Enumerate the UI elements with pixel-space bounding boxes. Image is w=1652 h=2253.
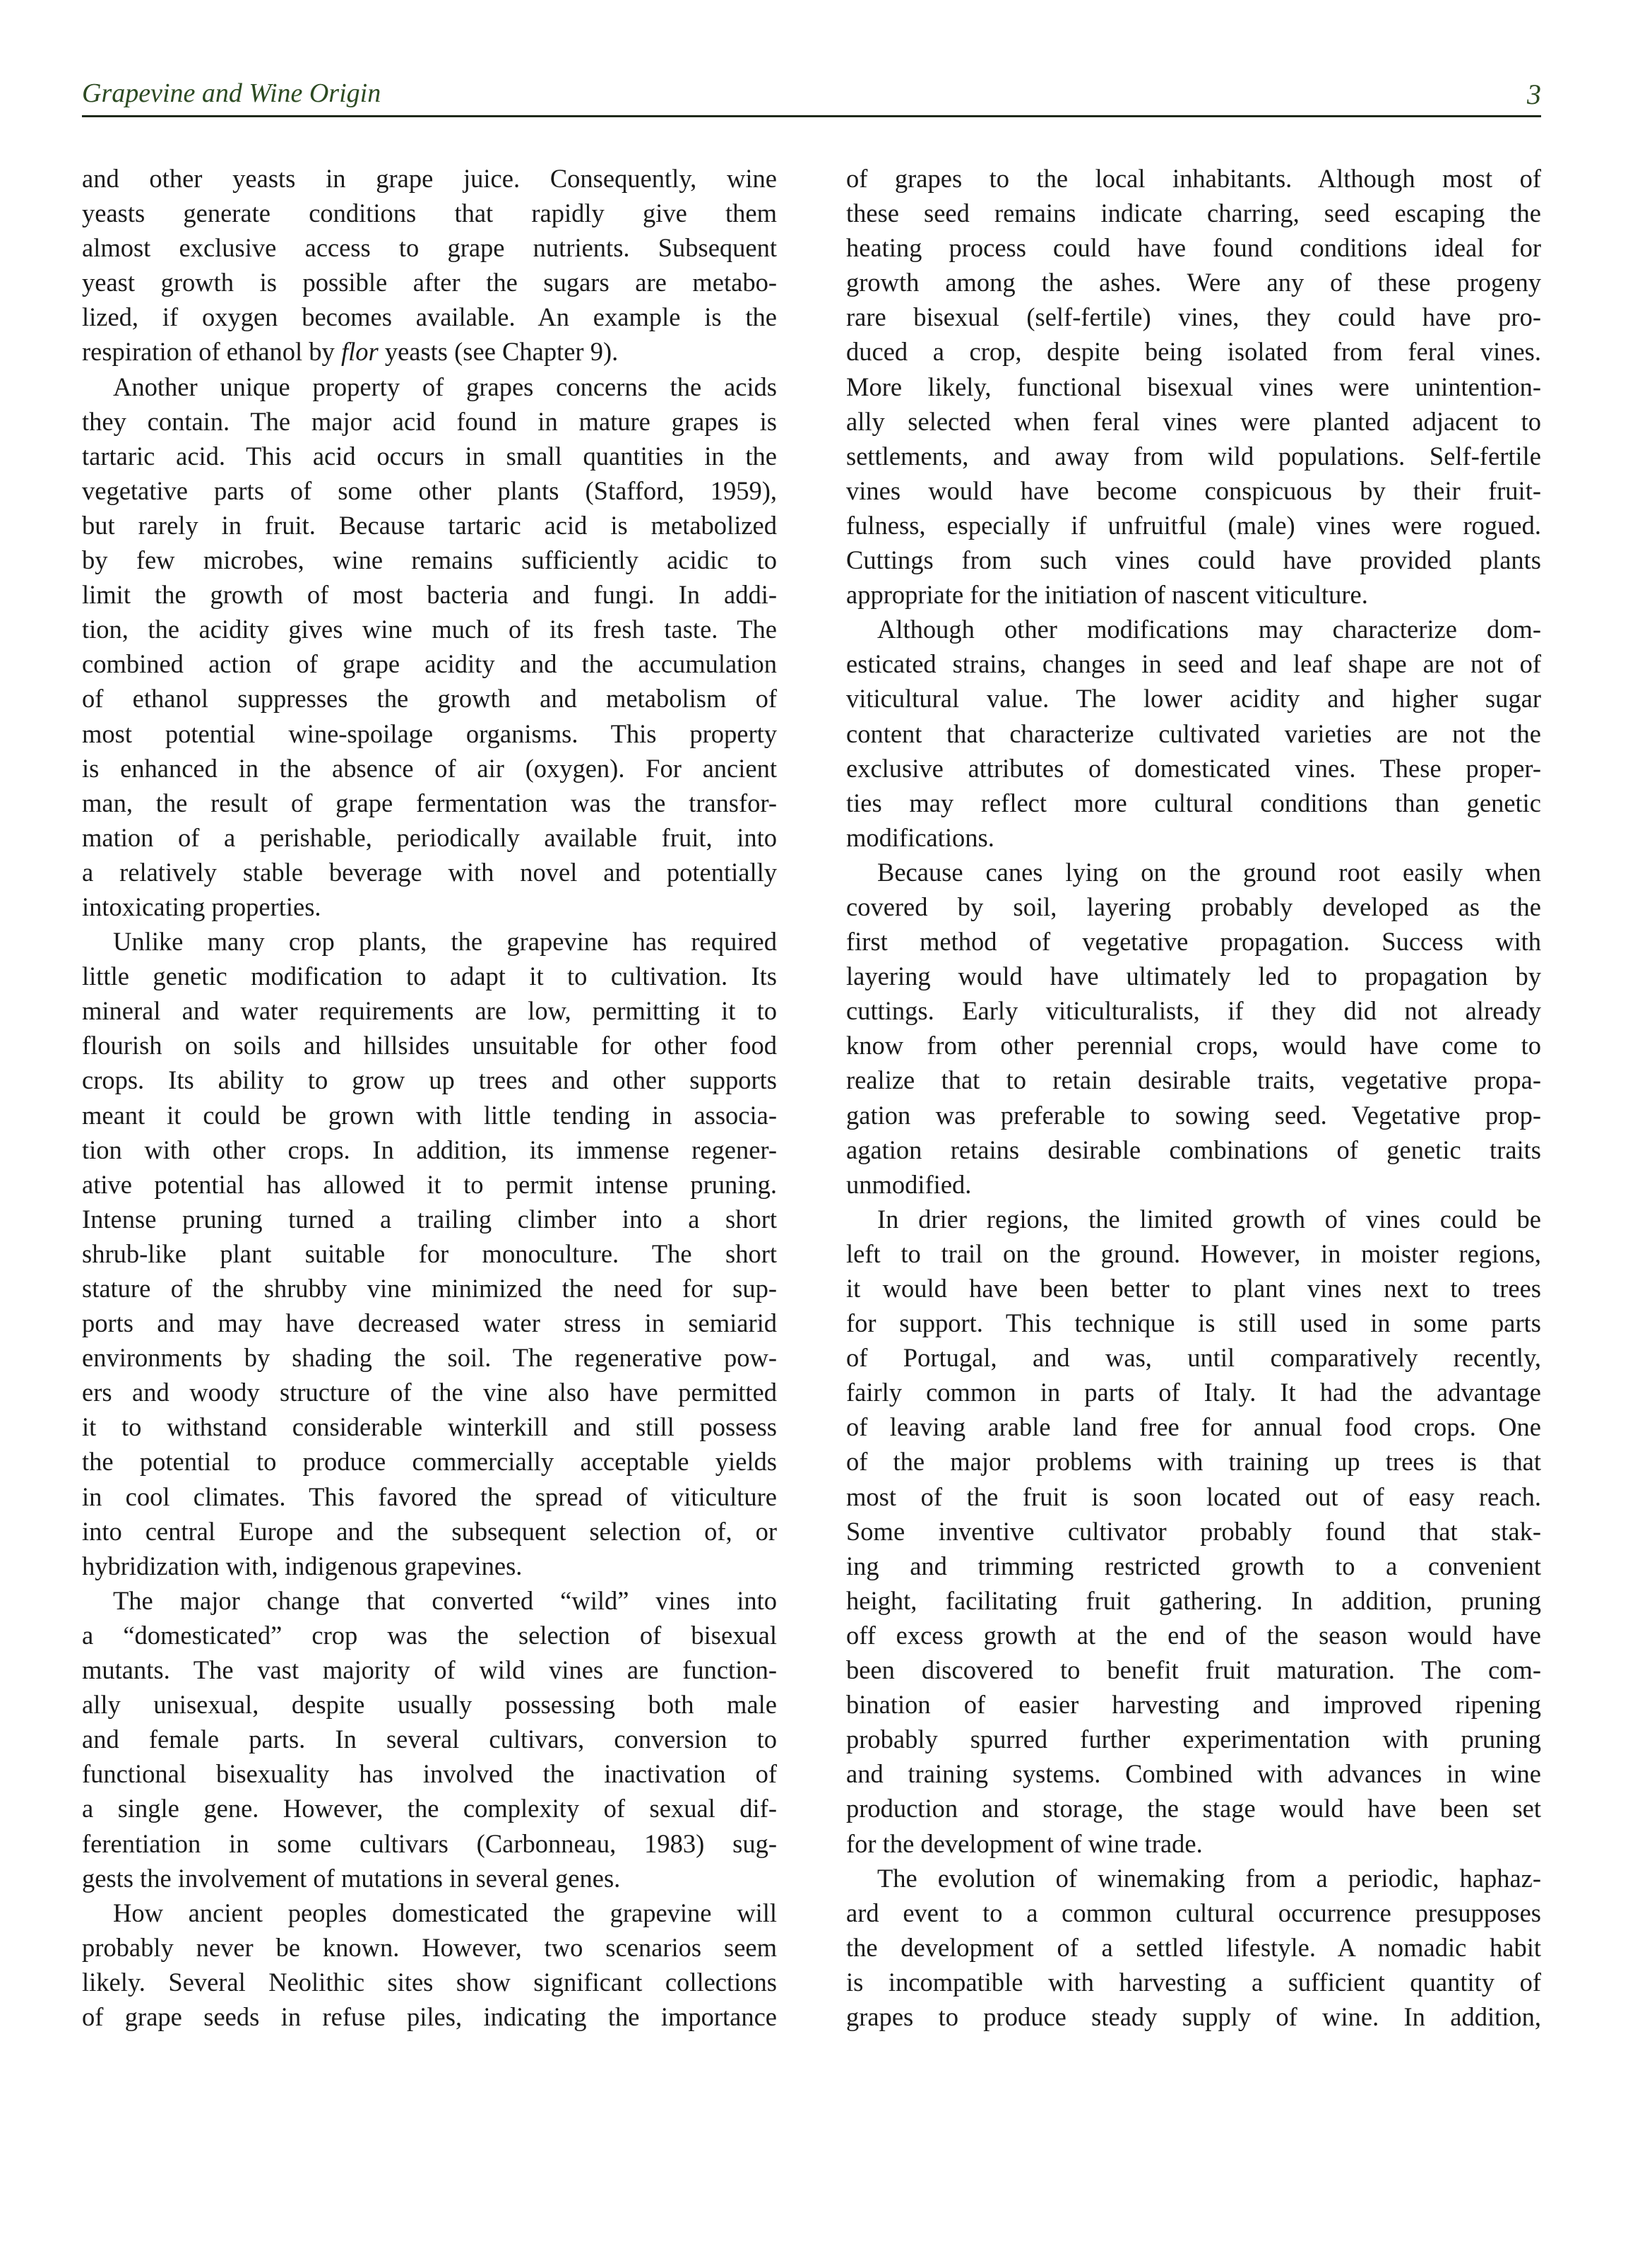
text-line: vegetative parts of some other plants (Stafford, 1959), bbox=[82, 475, 777, 505]
text-line: appropriate for the initiation of nascent viticulture. bbox=[846, 580, 1368, 610]
text-line: In drier regions, the limited growth of vines could be bbox=[877, 1204, 1541, 1234]
text-line: production and storage, the stage would have been set bbox=[846, 1794, 1541, 1823]
text-line: in cool climates. This favored the spread of viticulture bbox=[82, 1482, 777, 1511]
text-line: these seed remains indicate charring, seed escaping the bbox=[846, 199, 1541, 228]
text-line: mation of a perishable, periodically available fruit, into bbox=[82, 822, 777, 852]
paragraph bbox=[82, 1583, 777, 1896]
text-line: lized, if oxygen becomes available. An example is the bbox=[82, 302, 777, 332]
text-line: bination of easier harvesting and improved ripening bbox=[846, 1690, 1541, 1720]
text-line: man, the result of grape fermentation was the transfor- bbox=[82, 788, 777, 817]
text-line: ers and woody structure of the vine also have permitted bbox=[82, 1378, 777, 1407]
text-line: gests the involvement of mutations in several genes. bbox=[82, 1863, 621, 1893]
text-line: exclusive attributes of domesticated vines. These proper- bbox=[846, 753, 1541, 783]
text-line: of ethanol suppresses the growth and metabolism of bbox=[82, 684, 777, 714]
text-line: and other yeasts in grape juice. Consequently, wine bbox=[82, 164, 777, 193]
text-line: Another unique property of grapes concerns the acids bbox=[113, 372, 777, 401]
text-line: probably spurred further experimentation with pruning bbox=[846, 1725, 1541, 1754]
text-line: mutants. The vast majority of wild vines are function- bbox=[82, 1655, 777, 1685]
text-line: but rarely in fruit. Because tartaric acid is metabolized bbox=[82, 510, 777, 540]
text-line: fulness, especially if unfruitful (male) vines were rogued. bbox=[846, 510, 1541, 540]
text-line: crops. Its ability to grow up trees and other supports bbox=[82, 1065, 777, 1095]
text-line: Because canes lying on the ground root easily when bbox=[877, 857, 1541, 887]
text-line: know from other perennial crops, would have come to bbox=[846, 1031, 1541, 1060]
text-line: The evolution of winemaking from a periodic, haphaz- bbox=[877, 1863, 1541, 1893]
text-line: shrub-like plant suitable for monoculture. The short bbox=[82, 1238, 777, 1268]
text-line: unmodified. bbox=[846, 1169, 972, 1199]
text-line: of grape seeds in refuse piles, indicating the importance bbox=[82, 2001, 777, 2031]
text-line: they contain. The major acid found in mature grapes is bbox=[82, 406, 777, 436]
text-line: a “domesticated” crop was the selection of bisexual bbox=[82, 1620, 777, 1650]
text-line: is incompatible with harvesting a sufficient quantity of bbox=[846, 1967, 1541, 1997]
header-rule bbox=[82, 115, 1541, 117]
text-line: meant it could be grown with little tending in associa- bbox=[82, 1100, 777, 1130]
text-line: likely. Several Neolithic sites show significant collections bbox=[82, 1967, 777, 1997]
text-line: ferentiation in some cultivars (Carbonneau, 1983) sug- bbox=[82, 1828, 777, 1858]
text-line: for support. This technique is still used in some parts bbox=[846, 1308, 1541, 1338]
text-line: Although other modifications may characterize dom- bbox=[877, 615, 1541, 644]
text-line: is enhanced in the absence of air (oxygen). For ancient bbox=[82, 753, 777, 783]
text-line: yeast growth is possible after the sugars are metabo- bbox=[82, 268, 777, 297]
text-line: modifications. bbox=[846, 822, 994, 852]
paragraph bbox=[82, 369, 777, 925]
text-line: esticated strains, changes in seed and leaf shape are not of bbox=[846, 649, 1541, 679]
text-line: left to trail on the ground. However, in moister regions, bbox=[846, 1238, 1541, 1268]
text-line: height, facilitating fruit gathering. In addition, pruning bbox=[846, 1585, 1541, 1615]
text-line: vines would have become conspicuous by their fruit- bbox=[846, 475, 1541, 505]
text-line: heating process could have found conditions ideal for bbox=[846, 233, 1541, 263]
text-line: it would have been better to plant vines next to trees bbox=[846, 1274, 1541, 1303]
text-line: first method of vegetative propagation. Success with bbox=[846, 927, 1541, 957]
paragraph bbox=[846, 1861, 1541, 2034]
text-line: the potential to produce commercially acceptable yields bbox=[82, 1447, 777, 1477]
text-line: stature of the shrubby vine minimized the need for sup- bbox=[82, 1274, 777, 1303]
text-line: ports and may have decreased water stress in semiarid bbox=[82, 1308, 777, 1338]
text-line: yeasts generate conditions that rapidly give them bbox=[82, 199, 777, 228]
text-line: most potential wine-spoilage organisms. This property bbox=[82, 719, 777, 748]
text-line: and female parts. In several cultivars, conversion to bbox=[82, 1725, 777, 1754]
text-line: ative potential has allowed it to permit intense pruning. bbox=[82, 1169, 777, 1199]
text-line: a relatively stable beverage with novel and potentially bbox=[82, 857, 777, 887]
text-line: into central Europe and the subsequent selection of, or bbox=[82, 1516, 777, 1546]
text-line: grapes to produce steady supply of wine. In addition, bbox=[846, 2001, 1541, 2031]
paragraph bbox=[82, 161, 777, 369]
text-line: realize that to retain desirable traits, vegetative propa- bbox=[846, 1065, 1541, 1095]
text-line: of the major problems with training up trees is that bbox=[846, 1447, 1541, 1477]
text-line: ties may reflect more cultural conditions than genetic bbox=[846, 788, 1541, 817]
running-title: Grapevine and Wine Origin bbox=[82, 78, 381, 108]
text-line: ing and trimming restricted growth to a convenient bbox=[846, 1551, 1541, 1580]
text-line: tion with other crops. In addition, its immense regener- bbox=[82, 1135, 777, 1164]
text-line: How ancient peoples domesticated the grapevine will bbox=[113, 1898, 777, 1927]
text-line: environments by shading the soil. The regenerative pow- bbox=[82, 1343, 777, 1373]
text-line: cuttings. Early viticulturalists, if they did not already bbox=[846, 996, 1541, 1026]
text-line: tion, the acidity gives wine much of its fresh taste. The bbox=[82, 615, 777, 644]
italic-term: flor bbox=[340, 337, 379, 367]
text-line: flourish on soils and hillsides unsuitable for other food bbox=[82, 1031, 777, 1060]
text-line: of leaving arable land free for annual food crops. One bbox=[846, 1412, 1541, 1442]
text-line: layering would have ultimately led to propagation by bbox=[846, 962, 1541, 991]
running-header bbox=[82, 76, 1541, 116]
text-column-left bbox=[82, 161, 777, 2034]
text-line: agation retains desirable combinations of genetic traits bbox=[846, 1135, 1541, 1164]
text-line: probably never be known. However, two scenarios seem bbox=[82, 1932, 777, 1962]
paragraph bbox=[846, 1202, 1541, 1861]
text-line: ard event to a common cultural occurrence presupposes bbox=[846, 1898, 1541, 1927]
text-line: rare bisexual (self-fertile) vines, they could have pro- bbox=[846, 302, 1541, 332]
text-line: duced a crop, despite being isolated from feral vines. bbox=[846, 337, 1541, 367]
text-line: combined action of grape acidity and the accumulation bbox=[82, 649, 777, 679]
text-line: growth among the ashes. Were any of these progeny bbox=[846, 268, 1541, 297]
text-line: Intense pruning turned a trailing climber into a short bbox=[82, 1204, 777, 1234]
text-line: the development of a settled lifestyle. A nomadic habit bbox=[846, 1932, 1541, 1962]
text-line: been discovered to benefit fruit maturation. The com- bbox=[846, 1655, 1541, 1685]
text-line: content that characterize cultivated varieties are not the bbox=[846, 719, 1541, 748]
text-line: almost exclusive access to grape nutrients. Subsequent bbox=[82, 233, 777, 263]
text-line: Unlike many crop plants, the grapevine has required bbox=[113, 927, 777, 957]
text-line: by few microbes, wine remains sufficiently acidic to bbox=[82, 545, 777, 575]
text-line: functional bisexuality has involved the inactivation of bbox=[82, 1759, 777, 1789]
text-line: covered by soil, layering probably developed as the bbox=[846, 892, 1541, 921]
text-line: fairly common in parts of Italy. It had the advantage bbox=[846, 1378, 1541, 1407]
text-line: off excess growth at the end of the season would have bbox=[846, 1620, 1541, 1650]
text-line: Some inventive cultivator probably found that stak- bbox=[846, 1516, 1541, 1546]
text-line: ally unisexual, despite usually possessing both male bbox=[82, 1690, 777, 1720]
paragraph bbox=[846, 855, 1541, 1202]
text-line: respiration of ethanol by flor yeasts (see Chapter 9). bbox=[82, 337, 619, 367]
text-line: most of the fruit is soon located out of easy reach. bbox=[846, 1482, 1541, 1511]
page-number: 3 bbox=[1527, 78, 1541, 110]
text-line: mineral and water requirements are low, permitting it to bbox=[82, 996, 777, 1026]
text-line: limit the growth of most bacteria and fungi. In addi- bbox=[82, 580, 777, 610]
text-line: hybridization with, indigenous grapevines. bbox=[82, 1551, 523, 1580]
text-line: viticultural value. The lower acidity and higher sugar bbox=[846, 684, 1541, 714]
text-line: and training systems. Combined with advances in wine bbox=[846, 1759, 1541, 1789]
text-line: tartaric acid. This acid occurs in small quantities in the bbox=[82, 441, 777, 471]
text-line: ally selected when feral vines were planted adjacent to bbox=[846, 406, 1541, 436]
text-line: of grapes to the local inhabitants. Although most of bbox=[846, 164, 1541, 193]
paragraph bbox=[846, 612, 1541, 855]
paragraph bbox=[82, 1896, 777, 2034]
text-line: intoxicating properties. bbox=[82, 892, 321, 921]
text-column-right bbox=[846, 161, 1541, 2034]
text-line: it to withstand considerable winterkill and still possess bbox=[82, 1412, 777, 1442]
text-line: little genetic modification to adapt it to cultivation. Its bbox=[82, 962, 777, 991]
text-line: settlements, and away from wild populations. Self-fertile bbox=[846, 441, 1541, 471]
paragraph bbox=[846, 161, 1541, 612]
text-line: Cuttings from such vines could have provided plants bbox=[846, 545, 1541, 575]
text-line: More likely, functional bisexual vines were unintention- bbox=[846, 372, 1541, 401]
text-line: The major change that converted “wild” vines into bbox=[113, 1585, 777, 1615]
text-line: a single gene. However, the complexity of sexual dif- bbox=[82, 1794, 777, 1823]
text-line: for the development of wine trade. bbox=[846, 1828, 1203, 1858]
text-line: gation was preferable to sowing seed. Vegetative prop- bbox=[846, 1100, 1541, 1130]
text-line: of Portugal, and was, until comparatively recently, bbox=[846, 1343, 1541, 1373]
paragraph bbox=[82, 924, 777, 1583]
